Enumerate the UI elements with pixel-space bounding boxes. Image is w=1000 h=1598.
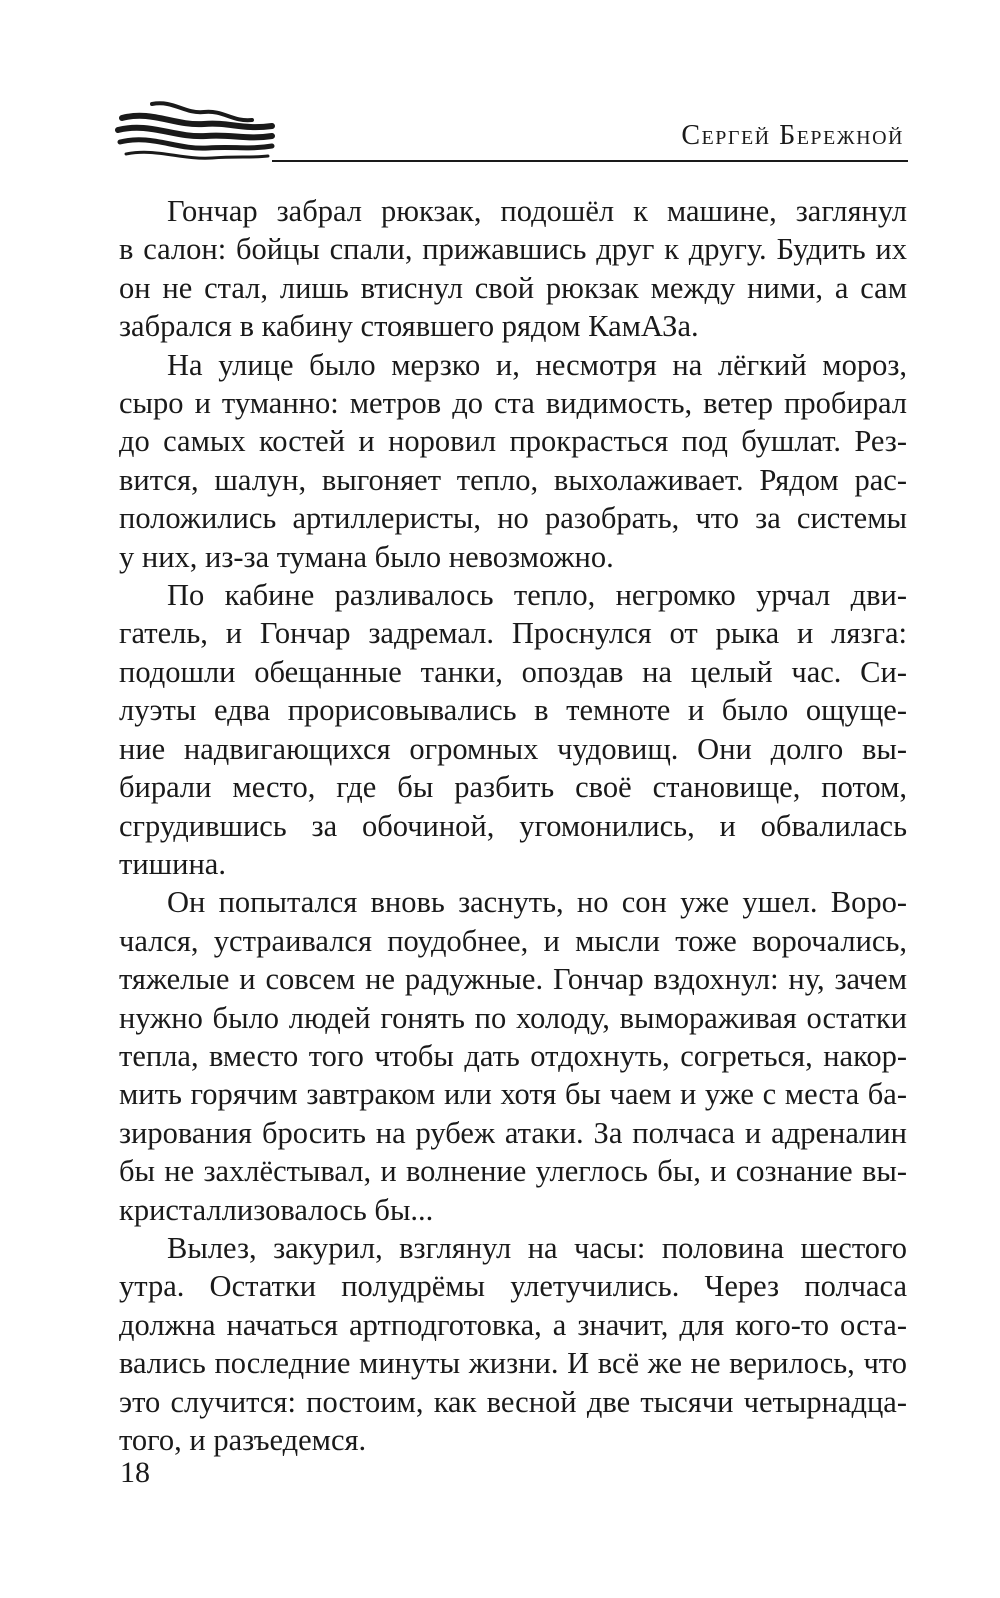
running-header <box>112 96 908 166</box>
text-line: это случится: постоим, как весной две тысячи четырнадца- <box>119 1384 907 1419</box>
paragraph-3 <box>119 576 907 883</box>
text-line: кристаллизовалось бы... <box>119 1192 434 1227</box>
paragraph-1 <box>119 192 907 346</box>
text-line: у них, из-за тумана было невозможно. <box>119 539 614 574</box>
text-line: сгрудившись за обочиной, угомонились, и обвалилась <box>119 808 907 843</box>
text-line: того, и разъедемся. <box>119 1423 367 1457</box>
text-line: мить горячим завтраком или хотя бы чаем и уже с места ба- <box>119 1077 907 1112</box>
header-divider <box>272 160 908 162</box>
text-line: нужно было людей гонять по холоду, вымораживая остатки <box>119 1000 907 1035</box>
text-line: Он попытался вновь заснуть, но сон уже ушел. Воро- <box>167 885 907 920</box>
body-text <box>119 192 907 1459</box>
text-line: бирали место, где бы разбить своё становище, потом, <box>119 770 907 805</box>
text-line: до самых костей и норовил прокрасться под бушлат. Рез- <box>119 424 907 459</box>
text-line: гатель, и Гончар задремал. Проснулся от рыка и лязга: <box>119 616 907 651</box>
waving-flag-emblem-icon <box>112 96 276 162</box>
text-line: вались последние минуты жизни. И всё же не верилось, что <box>119 1346 907 1381</box>
text-line: подошли обещанные танки, опоздав на целый час. Си- <box>119 654 907 689</box>
page-number: 18 <box>120 1456 150 1489</box>
text-line: тяжелые и совсем не радужные. Гончар вздохнул: ну, зачем <box>119 962 907 997</box>
text-line: На улице было мерзко и, несмотря на лёгкий мороз, <box>167 347 907 382</box>
text-line: чался, устраивался поудобнее, и мысли тоже ворочались, <box>119 923 907 958</box>
text-line: положились артиллеристы, но разобрать, что за системы <box>119 501 907 536</box>
text-line: в салон: бойцы спали, прижавшись друг к другу. Будить их <box>119 232 907 267</box>
text-line: тишина. <box>119 846 226 881</box>
text-line: он не стал, лишь втиснул свой рюкзак между ними, а сам <box>119 270 907 305</box>
text-line: утра. Остатки полудрёмы улетучились. Через полчаса <box>119 1269 907 1304</box>
text-line: должна начаться артподготовка, а значит, для кого-то оста- <box>119 1307 907 1342</box>
text-line: луэты едва прорисовывались в темноте и было ощуще- <box>119 693 907 728</box>
text-line: вится, шалун, выгоняет тепло, выхолаживает. Рядом рас- <box>119 462 907 497</box>
text-line: По кабине разливалось тепло, негромко урчал дви- <box>167 578 907 613</box>
text-line: тепла, вместо того чтобы дать отдохнуть, согреться, накор- <box>119 1038 907 1073</box>
text-line: Вылез, закурил, взглянул на часы: половина шестого <box>167 1230 907 1265</box>
text-line: зирования бросить на рубеж атаки. За полчаса и адреналин <box>119 1115 907 1150</box>
paragraph-4 <box>119 883 907 1229</box>
text-line: сыро и туманно: метров до ста видимость, ветер пробирал <box>119 386 907 421</box>
paragraph-2 <box>119 346 907 576</box>
text-line: ние надвигающихся огромных чудовищ. Они долго вы- <box>119 731 907 766</box>
header-author-name: Сергей Бережной <box>681 120 904 151</box>
text-line: забрался в кабину стоявшего рядом КамАЗа. <box>119 309 699 344</box>
paragraph-5 <box>119 1229 907 1459</box>
text-line: Гончар забрал рюкзак, подошёл к машине, заглянул <box>167 194 907 228</box>
text-line: бы не захлёстывал, и волнение улеглось бы, и сознание вы- <box>119 1154 907 1189</box>
